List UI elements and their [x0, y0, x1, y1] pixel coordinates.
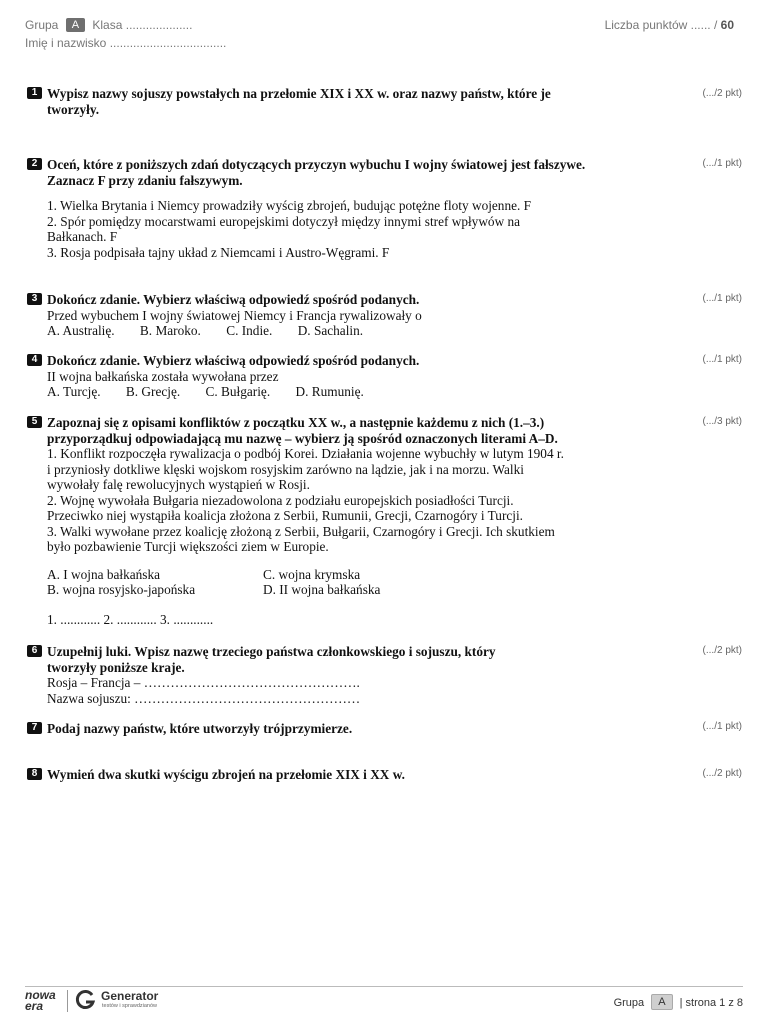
question-title: Dokończ zdanie. Wybierz właściwą odpowiedź spośród podanych.	[47, 292, 420, 307]
page-number: | strona 1 z 8	[679, 997, 743, 1009]
question-title: Uzupełnij luki. Wpisz nazwę trzeciego państwa członkowskiego i sojuszu, który tworzyły poniższe kraje.	[47, 644, 496, 675]
answer-options	[47, 384, 587, 400]
points-q3: (.../1 pkt)	[702, 293, 742, 304]
footer-divider	[25, 986, 743, 987]
question-number: 7	[27, 722, 42, 734]
question-8	[27, 767, 587, 783]
option-a: A. Turcję.	[47, 384, 101, 399]
question-title: Podaj nazwy państw, które utworzyły trójprzymierze.	[47, 721, 353, 736]
option-b: B. Grecję.	[125, 384, 181, 399]
fill-line-country: Rosja – Francja – ………………………………………….	[47, 675, 360, 690]
question-number: 4	[27, 354, 42, 366]
question-1	[27, 86, 587, 117]
question-number: 5	[27, 416, 42, 428]
logo-separator	[67, 990, 68, 1012]
points-q2: (.../1 pkt)	[702, 158, 742, 169]
statement: 3. Rosja podpisała tajny układ z Niemcami i Austro-Węgrami. F	[47, 244, 390, 260]
question-title: Wymień dwa skutki wyścigu zbrojeń na przełomie XIX i XX w.	[47, 767, 405, 782]
header-group-line: Grupa A Klasa ....................	[25, 18, 193, 32]
group-badge: A	[66, 18, 85, 32]
points-total: Liczba punktów ...... / 60	[604, 18, 734, 32]
conflict-description: 1. Konflikt rozpoczęła rywalizacja o podbój Korei. Działania wojenne wybuchły w lutym 1904 r. i przyniosły dotkliwe klęski wojskom rosyjskim zarówno na lądzie, jak i na morzu. Walki wywołały falę rewolucyjnych wystąpień w Rosji.	[47, 446, 564, 492]
option-d: D. Sachalin.	[297, 323, 364, 338]
question-6	[27, 644, 587, 706]
group-badge: A	[651, 994, 672, 1010]
question-4	[27, 353, 587, 400]
nowa-era-logo: nowa era	[25, 988, 56, 1013]
question-number: 6	[27, 645, 42, 657]
option-c: C. wojna krymska	[263, 566, 361, 582]
question-title: Wypisz nazwy sojuszy powstałych na przełomie XIX i XX w. oraz nazwy państw, które je tworzyły.	[47, 86, 551, 117]
question-stem: Przed wybuchem I wojny światowej Niemcy i Francja rywalizowały o	[47, 307, 422, 323]
option-a: A. Australię.	[47, 323, 115, 338]
points-q8: (.../2 pkt)	[702, 768, 742, 779]
points-q6: (.../2 pkt)	[702, 645, 742, 656]
statement: 1. Wielka Brytania i Niemcy prowadziły wyścig zbrojeń, budując potężne floty wojenne. F	[47, 198, 532, 213]
question-number: 8	[27, 768, 42, 780]
points-q5: (.../3 pkt)	[702, 416, 742, 427]
fill-line-alliance: Nazwa sojuszu: ……………………………………………	[47, 690, 361, 706]
answer-line: 1. ............ 2. ............ 3. ............	[47, 611, 214, 627]
question-title: Oceń, które z poniższych zdań dotyczących przyczyn wybuchu I wojny światowej jest fałszywe. Zaznacz F przy zdaniu fałszywym.	[47, 157, 586, 188]
question-number: 2	[27, 158, 42, 170]
conflict-description: 2. Wojnę wywołała Bułgaria niezadowolona z podziału europejskich posiadłości Turcji. Przeciwko niej wystąpiła koalicja złożona z Serbii, Rumunii, Grecji, Czarnogóry i Turcji.	[47, 492, 523, 523]
option-c: C. Indie.	[226, 323, 273, 338]
question-title: Dokończ zdanie. Wybierz właściwą odpowiedź spośród podanych.	[47, 353, 420, 368]
question-title: Zapoznaj się z opisami konfliktów z początku XX w., a następnie każdemu z nich (1.–3.) przyporządkuj odpowiadającą mu nazwę – wybierz ją spośród oznaczonych literami A–D.	[47, 415, 558, 446]
points-q1: (.../2 pkt)	[702, 88, 742, 99]
option-d: D. II wojna bałkańska	[263, 582, 381, 597]
question-stem: II wojna bałkańska została wywołana przez	[47, 368, 279, 384]
option-b: B. wojna rosyjsko-japońska	[47, 582, 196, 597]
statement: 2. Spór pomiędzy mocarstwami europejskimi dotyczył między innymi stref wpływów na Bałkanach. F	[47, 213, 521, 244]
option-a: A. I wojna bałkańska	[47, 566, 160, 582]
footer-page-info: Grupa A | strona 1 z 8	[613, 996, 743, 1009]
option-b: B. Maroko.	[139, 323, 201, 338]
option-d: D. Rumunię.	[295, 384, 364, 399]
name-line: Imię i nazwisko ...................................	[25, 36, 227, 50]
generator-g-icon	[75, 989, 97, 1011]
question-2	[27, 157, 587, 260]
points-q7: (.../1 pkt)	[702, 721, 742, 732]
question-number: 3	[27, 293, 42, 305]
points-q4: (.../1 pkt)	[702, 354, 742, 365]
conflict-description: 3. Walki wywołane przez koalicję złożoną z Serbii, Bułgarii, Czarnogóry i Grecji. Ich skutkiem było pozbawienie Turcji większości ziem w Europie.	[47, 523, 555, 554]
question-3	[27, 292, 587, 339]
answer-options	[47, 567, 587, 598]
question-number: 1	[27, 87, 42, 99]
question-5	[27, 415, 587, 627]
question-7	[27, 721, 587, 737]
option-c: C. Bułgarię.	[205, 384, 271, 399]
answer-options	[47, 323, 587, 339]
